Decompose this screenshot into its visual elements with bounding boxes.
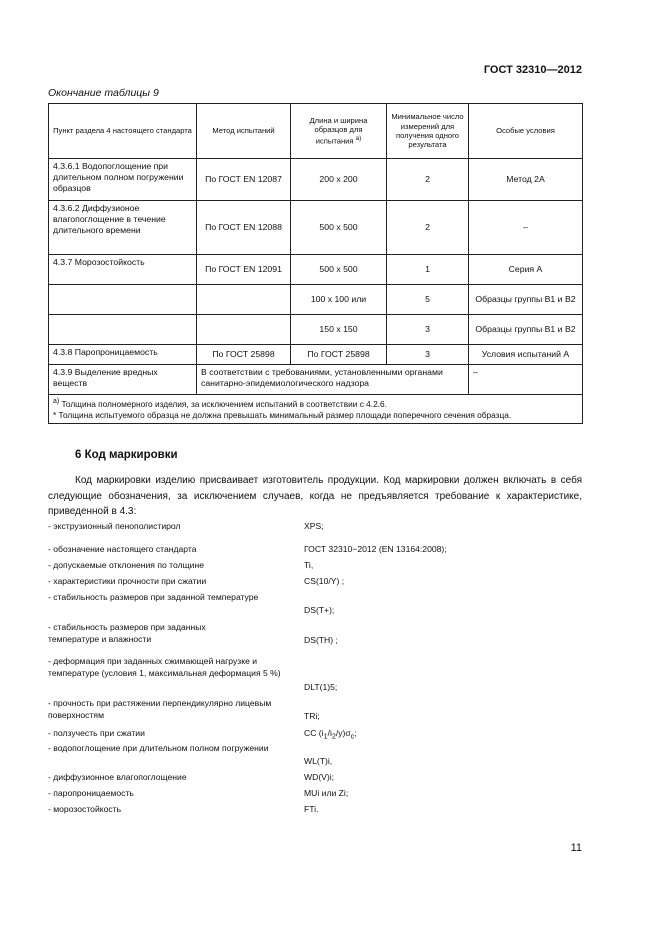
table-row <box>49 159 583 201</box>
section-paragraph: Код маркировки изделию присваивает изготовитель продукции. Код маркировки должен включать в себя следующие обозначения, за исключением случаев, когда не предъявляется требование к характеристике, приведенной в 4.3: <box>48 475 582 517</box>
item-label: - обозначение настоящего стандарта <box>48 544 197 554</box>
item-label: - деформация при заданных сжимающей нагрузке и температуре (условия 1, максимальная деформация 5 %) <box>48 656 281 679</box>
item-code: CS(10/Y) ; <box>304 576 345 586</box>
item-label: - допускаемые отклонения по толщине <box>48 560 205 570</box>
item-label: - экструзионный пенополистирол <box>48 521 181 531</box>
item-label: - стабильность размеров при заданной температуре <box>48 592 259 602</box>
table-row <box>49 201 583 255</box>
cell-conditions: – <box>469 201 583 255</box>
col-header-method: Метод испытаний <box>197 104 291 159</box>
table-9 <box>48 103 583 424</box>
cell-clause: 4.3.6.1 Водопоглощение при длительном полном погружении образцов <box>49 159 197 201</box>
cell-size: 200 x 200 <box>291 159 387 201</box>
col-header-size: Длина и ширина образцов для испытания $^{а)}$ <box>291 104 387 159</box>
item-code: FTi. <box>304 804 319 814</box>
item-code: XPS; <box>304 521 324 531</box>
cell-clause: 4.3.8 Паропроницаемость <box>49 345 197 365</box>
item-label: - морозостойкость <box>48 804 122 814</box>
item-label: - ползучесть при сжатии <box>48 728 145 738</box>
cell-size: 100 x 100 или <box>291 285 387 315</box>
table-row <box>49 255 583 285</box>
table-row <box>49 285 583 315</box>
col-header-conditions: Особые условия <box>469 104 583 159</box>
cell-size: 150 x 150 <box>291 315 387 345</box>
cell-clause: 4.3.7 Морозостойкость <box>49 255 197 285</box>
cell-count: 2 <box>387 159 469 201</box>
item-label: - характеристики прочности при сжатии <box>48 576 207 586</box>
cell-conditions: Образцы группы В1 и В2 <box>469 315 583 345</box>
item-code: DLT(1)5; <box>304 682 338 692</box>
cell-method: По ГОСТ EN 12087 <box>197 159 291 201</box>
table-footnote-row <box>49 395 583 424</box>
cell-method: По ГОСТ EN 12088 <box>197 201 291 255</box>
footnote-marker: а) <box>355 134 362 142</box>
item-label: - прочность при растяжении перпендикулярно лицевым поверхностям <box>48 698 272 721</box>
col-header-clause: Пункт раздела 4 настоящего стандарта <box>49 104 197 159</box>
cell-method: По ГОСТ EN 12091 <box>197 255 291 285</box>
cell-method <box>197 315 291 345</box>
cell-size: По ГОСТ 25898 <box>291 345 387 365</box>
cell-clause <box>49 315 197 345</box>
footnote-2: * Толщина испытуемого образца не должна превышать минимальный размер площади поперечного сечения образца. <box>53 409 512 420</box>
table-footnotes <box>49 395 583 424</box>
cell-clause: 4.3.6.2 Диффузионое влагопоглощение в течение длительного времени <box>49 201 197 255</box>
item-label: - стабильность размеров при заданных температуре и влажности <box>48 622 206 645</box>
col-header-min-count: Минимальное число измерений для получения одного результата <box>387 104 469 159</box>
page-number: 11 <box>570 842 582 854</box>
cell-size: 500 x 500 <box>291 201 387 255</box>
cell-merged-requirements: В соответствии с требованиями, установленными органами санитарно-эпидемиологического надзора <box>197 365 469 395</box>
cell-count: 5 <box>387 285 469 315</box>
document-header: ГОСТ 32310—2012 <box>483 64 582 76</box>
table-row <box>49 365 583 395</box>
cell-count: 3 <box>387 345 469 365</box>
cell-conditions: Условия испытаний А <box>469 345 583 365</box>
cell-count: 2 <box>387 201 469 255</box>
item-code: CC $(i_1/i_2/y)\sigma_c$; <box>304 728 357 741</box>
item-code: WD(V)i; <box>304 772 335 782</box>
item-code: ГОСТ 32310−2012 (EN 13164:2008); <box>304 544 447 554</box>
item-code: TRi; <box>304 711 320 721</box>
table-header-row <box>49 104 583 159</box>
item-code: DS(TH) ; <box>304 635 338 645</box>
cell-count: 3 <box>387 315 469 345</box>
item-code: MUi или Zi; <box>304 788 349 798</box>
item-label: - паропроницаемость <box>48 788 134 798</box>
section-title: 6 Код маркировки <box>75 449 178 461</box>
table-caption: Окончание таблицы 9 <box>48 87 159 99</box>
table-row <box>49 315 583 345</box>
cell-method: По ГОСТ 25898 <box>197 345 291 365</box>
cell-size: 500 x 500 <box>291 255 387 285</box>
cell-clause <box>49 285 197 315</box>
item-code: WL(T)i, <box>304 756 333 766</box>
item-code: Ti, <box>304 560 314 570</box>
item-label: - водопоглощение при длительном полном погружении <box>48 743 269 753</box>
cell-conditions: Образцы группы В1 и В2 <box>469 285 583 315</box>
cell-method <box>197 285 291 315</box>
item-label: - диффузионное влагопоглощение <box>48 772 187 782</box>
footnote-1: $^{а)}$ Толщина полномерного изделия, за исключением испытаний в соответствии с 4.2.6. <box>53 398 387 409</box>
item-code: DS(T+); <box>304 605 335 615</box>
cell-conditions: Метод 2А <box>469 159 583 201</box>
cell-conditions: – <box>469 365 583 395</box>
cell-conditions: Серия А <box>469 255 583 285</box>
cell-clause: 4.3.9 Выделение вредных веществ <box>49 365 197 395</box>
table-row <box>49 345 583 365</box>
cell-count: 1 <box>387 255 469 285</box>
